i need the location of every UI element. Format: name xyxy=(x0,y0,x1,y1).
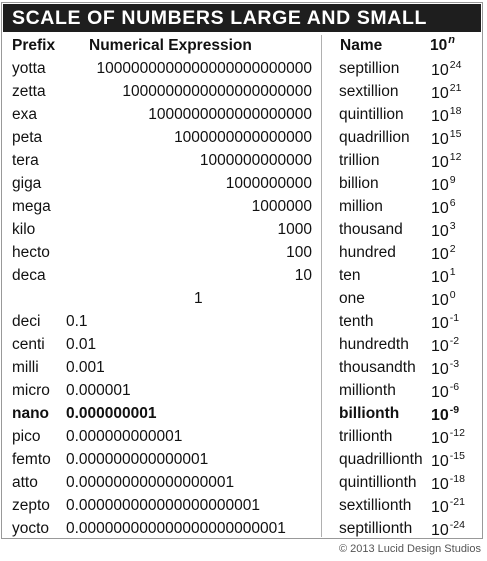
row-name: thousand xyxy=(339,221,403,238)
header-power xyxy=(430,34,455,56)
row-power xyxy=(431,358,460,380)
row-prefix: zepto xyxy=(12,497,50,514)
row-power xyxy=(431,404,460,426)
row-power-base: 10 xyxy=(431,407,449,424)
row-expression: 0.1 xyxy=(66,313,88,330)
row-power-base: 10 xyxy=(431,108,449,125)
row-name: millionth xyxy=(339,382,396,399)
row-power xyxy=(431,266,456,288)
row-power xyxy=(431,174,456,196)
row-prefix: pico xyxy=(12,428,41,445)
row-power-exp: -12 xyxy=(449,427,465,439)
row-power-base: 10 xyxy=(431,361,449,378)
row-prefix: yocto xyxy=(12,520,50,537)
row-power-exp: 2 xyxy=(449,243,456,255)
row-name: quintillion xyxy=(339,106,404,123)
row-name: one xyxy=(339,290,365,307)
row-power xyxy=(431,220,456,242)
row-power-exp: -3 xyxy=(449,358,460,370)
row-expression: 1000000000000000000 xyxy=(148,106,312,123)
row-power-exp: -1 xyxy=(449,312,460,324)
row-power-exp: -6 xyxy=(449,381,460,393)
row-prefix: deca xyxy=(12,267,46,284)
row-name: sextillionth xyxy=(339,497,412,514)
row-power-base: 10 xyxy=(431,430,449,447)
row-name: trillion xyxy=(339,152,380,169)
row-power-exp: 0 xyxy=(449,289,456,301)
row-expression: 1000000 xyxy=(251,198,312,215)
row-name: billion xyxy=(339,175,379,192)
row-power-exp: 9 xyxy=(449,174,456,186)
row-power-base: 10 xyxy=(431,499,449,516)
row-power-base: 10 xyxy=(431,223,449,240)
row-power-base: 10 xyxy=(431,453,449,470)
row-prefix: kilo xyxy=(12,221,36,238)
row-expression: 1000000000000000000000000 xyxy=(96,60,312,77)
table-title: SCALE OF NUMBERS LARGE AND SMALL xyxy=(3,4,481,32)
row-power-base: 10 xyxy=(431,62,449,79)
row-expression: 1000000000000000000000 xyxy=(122,83,312,100)
row-expression: 0.000000001 xyxy=(66,405,157,422)
row-power-base: 10 xyxy=(431,246,449,263)
row-power-base: 10 xyxy=(431,384,449,401)
row-power-exp: 6 xyxy=(449,197,456,209)
row-expression: 0.000000000000001 xyxy=(66,451,209,468)
header-name: Name xyxy=(340,37,383,54)
row-name: quadrillionth xyxy=(339,451,423,468)
row-power-base: 10 xyxy=(431,338,449,355)
row-expression: 1000000000000000 xyxy=(174,129,312,146)
header-expression: Numerical Expression xyxy=(89,37,252,54)
row-expression: 1 xyxy=(194,290,203,307)
row-name: quintillionth xyxy=(339,474,417,491)
row-power-exp: 1 xyxy=(449,266,456,278)
row-name: tenth xyxy=(339,313,374,330)
row-power-exp: -15 xyxy=(449,450,465,462)
row-power-base: 10 xyxy=(431,315,449,332)
column-divider xyxy=(321,35,322,537)
row-prefix: femto xyxy=(12,451,51,468)
row-prefix: milli xyxy=(12,359,39,376)
row-power xyxy=(431,312,460,334)
row-expression: 1000000000000 xyxy=(199,152,312,169)
row-power xyxy=(431,197,456,219)
row-power-base: 10 xyxy=(431,522,449,539)
row-power-exp: -24 xyxy=(449,519,465,531)
row-name: billionth xyxy=(339,405,400,422)
row-power-exp: 3 xyxy=(449,220,456,232)
copyright-notice: © 2013 Lucid Design Studios xyxy=(338,543,481,555)
row-expression: 0.001 xyxy=(66,359,105,376)
row-power-base: 10 xyxy=(431,177,449,194)
row-power-exp: -21 xyxy=(449,496,465,508)
row-power xyxy=(431,151,462,173)
row-expression: 0.000000000001 xyxy=(66,428,183,445)
row-power xyxy=(431,335,460,357)
row-power-exp: 24 xyxy=(449,59,462,71)
row-prefix: giga xyxy=(12,175,42,192)
row-name: septillionth xyxy=(339,520,413,537)
row-expression: 0.000000000000000001 xyxy=(66,474,235,491)
row-power-base: 10 xyxy=(431,269,449,286)
row-power-exp: 21 xyxy=(449,82,462,94)
row-expression: 10 xyxy=(294,267,312,284)
row-power-exp: 12 xyxy=(449,151,462,163)
row-name: million xyxy=(339,198,383,215)
row-prefix: deci xyxy=(12,313,41,330)
row-power-base: 10 xyxy=(431,476,449,493)
row-expression: 0.000001 xyxy=(66,382,131,399)
row-prefix: tera xyxy=(12,152,39,169)
row-expression: 100 xyxy=(286,244,312,261)
row-name: sextillion xyxy=(339,83,399,100)
header-prefix: Prefix xyxy=(12,37,56,54)
row-power-base: 10 xyxy=(431,154,449,171)
row-power xyxy=(431,519,465,541)
row-power xyxy=(431,450,465,472)
row-power-exp: -2 xyxy=(449,335,460,347)
row-name: quadrillion xyxy=(339,129,410,146)
row-expression: 0.000000000000000000000001 xyxy=(66,520,286,537)
row-power xyxy=(431,105,462,127)
row-prefix: peta xyxy=(12,129,43,146)
row-prefix: zetta xyxy=(12,83,46,100)
row-prefix: micro xyxy=(12,382,50,399)
row-expression: 1000000000 xyxy=(225,175,312,192)
row-name: septillion xyxy=(339,60,400,77)
row-power-base: 10 xyxy=(431,85,449,102)
row-name: trillionth xyxy=(339,428,393,445)
row-prefix: hecto xyxy=(12,244,50,261)
row-power-exp: 18 xyxy=(449,105,462,117)
row-power-exp: 15 xyxy=(449,128,462,140)
row-expression: 1000 xyxy=(277,221,312,238)
row-name: ten xyxy=(339,267,361,284)
row-power xyxy=(431,59,462,81)
row-expression: 0.01 xyxy=(66,336,97,353)
row-power-base: 10 xyxy=(431,131,449,148)
row-power-base: 10 xyxy=(431,292,449,309)
row-prefix: yotta xyxy=(12,60,46,77)
scale-table-frame xyxy=(1,2,483,539)
row-power xyxy=(431,381,460,403)
row-power xyxy=(431,243,456,265)
header-power-base: 10 xyxy=(430,37,448,54)
row-power xyxy=(431,496,465,518)
row-power xyxy=(431,473,465,495)
row-prefix: nano xyxy=(12,405,50,422)
row-power xyxy=(431,82,462,104)
row-name: thousandth xyxy=(339,359,416,376)
row-prefix: mega xyxy=(12,198,51,215)
row-prefix: centi xyxy=(12,336,45,353)
row-name: hundredth xyxy=(339,336,409,353)
row-power xyxy=(431,128,462,150)
row-power xyxy=(431,427,465,449)
row-prefix: exa xyxy=(12,106,37,123)
header-power-exp: n xyxy=(448,34,455,46)
row-name: hundred xyxy=(339,244,396,261)
row-power-exp: -9 xyxy=(449,404,460,416)
row-power-exp: -18 xyxy=(449,473,465,485)
row-expression: 0.000000000000000000001 xyxy=(66,497,260,514)
row-power-base: 10 xyxy=(431,200,449,217)
row-power xyxy=(431,289,456,311)
row-prefix: atto xyxy=(12,474,38,491)
